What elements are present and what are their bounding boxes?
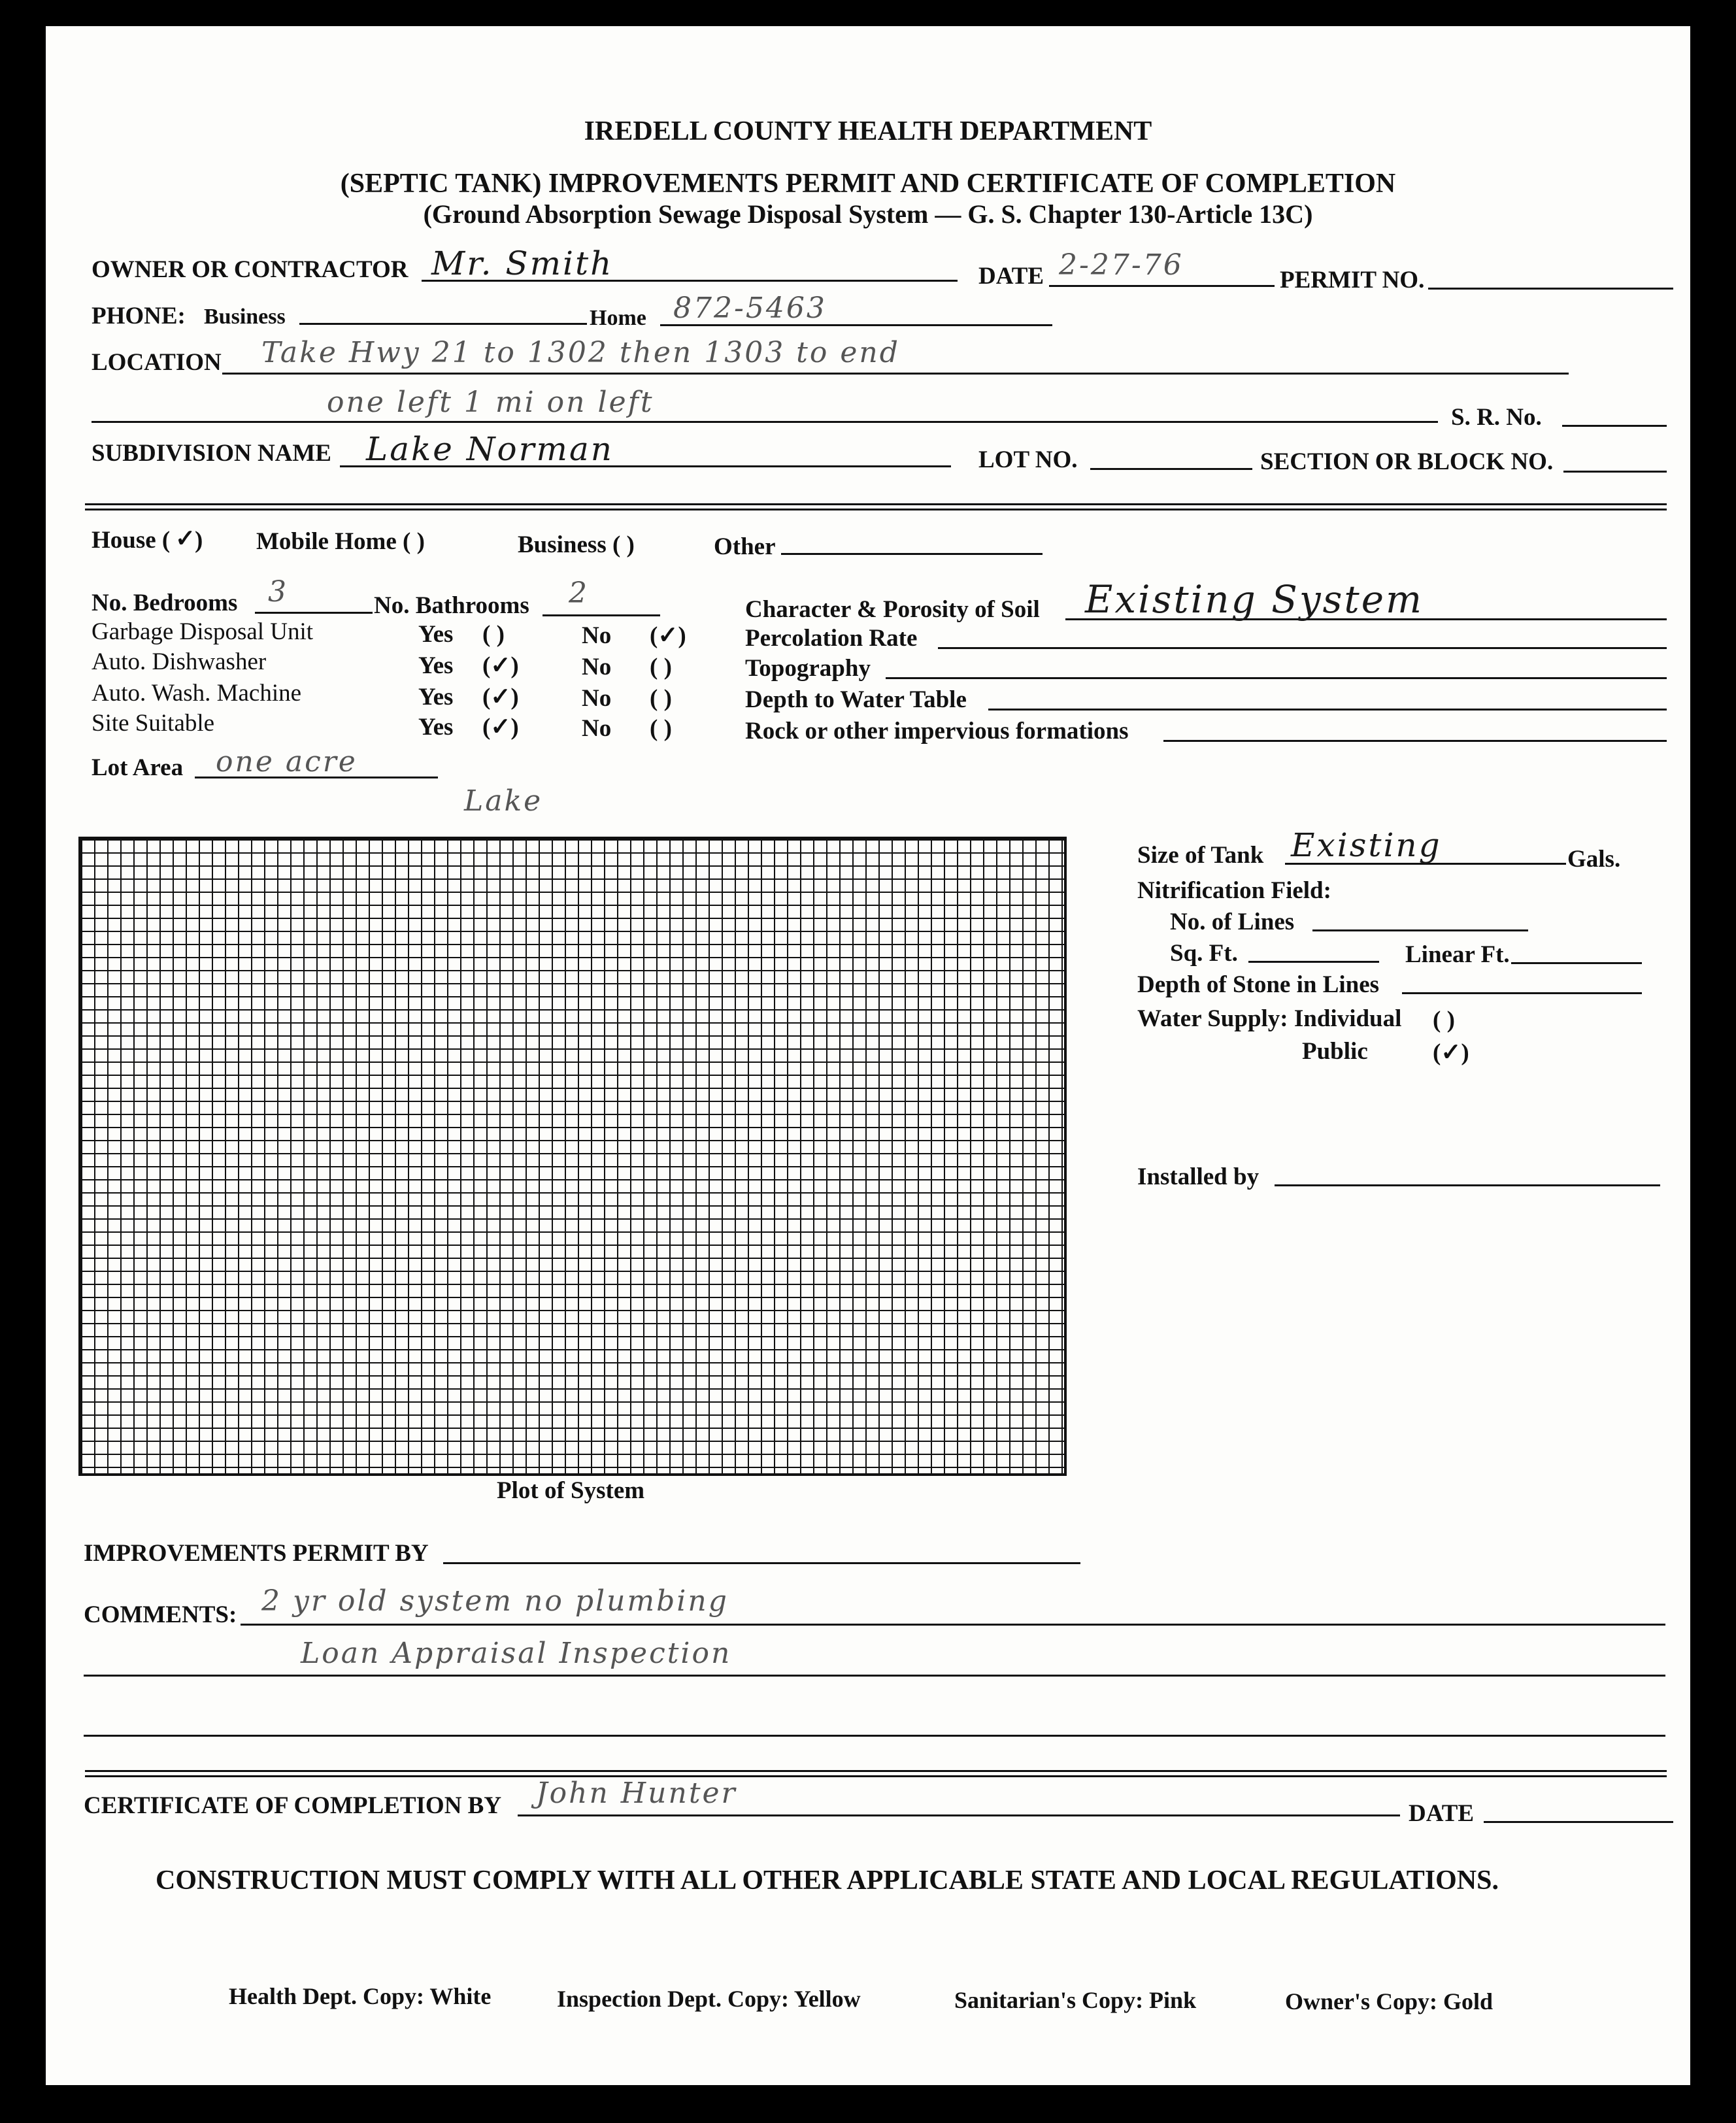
comments-value-1: 2 yr old system no plumbing — [261, 1584, 729, 1618]
owner-label: OWNER OR CONTRACTOR — [92, 256, 409, 283]
sanitarian-copy-label: Sanitarian's Copy: Pink — [954, 1987, 1197, 2013]
date-line — [1049, 285, 1275, 287]
bedrooms-label: No. Bedrooms — [92, 590, 238, 616]
site-suitable-yes-mark: ✓ — [490, 714, 511, 741]
certificate-date-label: DATE — [1409, 1800, 1475, 1827]
rock-formations-line — [1163, 740, 1667, 742]
date-label: DATE — [978, 263, 1044, 290]
nitrification-label: Nitrification Field: — [1137, 877, 1331, 904]
subdivision-value: Lake Norman — [366, 430, 614, 468]
date-value: 2-27-76 — [1059, 248, 1184, 282]
percolation-line — [938, 647, 1667, 649]
water-table-label: Depth to Water Table — [745, 686, 967, 713]
comments-line-2 — [84, 1675, 1665, 1677]
comments-value-2: Loan Appraisal Inspection — [301, 1637, 732, 1670]
bathrooms-value: 2 — [569, 577, 589, 610]
garbage-no-mark: ✓ — [658, 622, 678, 649]
tank-size-value: Existing — [1291, 826, 1442, 864]
health-copy-label: Health Dept. Copy: White — [229, 1983, 492, 2009]
public-supply-box: (✓) — [1433, 1039, 1469, 1066]
house-checkmark: ✓ — [175, 526, 196, 552]
dishwasher-no-box: ( ) — [650, 654, 672, 680]
soil-character-label: Character & Porosity of Soil — [745, 596, 1040, 623]
permit-no-line — [1428, 288, 1673, 290]
lot-no-label: LOT NO. — [978, 446, 1078, 473]
subdivision-label: SUBDIVISION NAME — [92, 440, 331, 467]
business-type-label: Business ( ) — [518, 531, 635, 558]
comments-line-1 — [241, 1624, 1665, 1626]
section-separator-bottom — [85, 1770, 1667, 1780]
installed-by-label: Installed by — [1137, 1163, 1260, 1190]
site-suitable-no-box: ( ) — [650, 715, 672, 742]
house-close: ) — [195, 527, 203, 554]
location-line-2 — [92, 421, 1438, 423]
public-supply-label: Public — [1302, 1038, 1368, 1065]
site-suitable-no-label: No — [582, 715, 612, 742]
bedrooms-value: 3 — [268, 575, 288, 609]
dishwasher-label: Auto. Dishwasher — [92, 648, 267, 675]
wash-machine-no-label: No — [582, 685, 612, 712]
location-line-1 — [222, 373, 1569, 375]
certificate-label: CERTIFICATE OF COMPLETION BY — [84, 1792, 502, 1819]
other-type-label: Other — [714, 533, 776, 560]
garbage-yes-mark — [490, 621, 496, 648]
bathrooms-line — [542, 614, 660, 616]
plot-grid — [78, 837, 1067, 1476]
owner-value: Mr. Smith — [431, 244, 614, 282]
tank-size-label: Size of Tank — [1137, 842, 1264, 869]
sqft-line — [1248, 961, 1379, 963]
business-phone-line — [299, 323, 587, 325]
water-supply-label: Water Supply: Individual — [1137, 1005, 1402, 1032]
comments-label: COMMENTS: — [84, 1601, 237, 1628]
wash-machine-yes-label: Yes — [418, 684, 454, 710]
dishwasher-no-label: No — [582, 654, 612, 680]
permit-no-label: PERMIT NO. — [1280, 267, 1425, 293]
soil-character-value: Existing System — [1085, 577, 1424, 622]
site-suitable-yes-box: (✓) — [482, 714, 519, 741]
garbage-no-label: No — [582, 622, 612, 649]
garbage-yes-label: Yes — [418, 621, 454, 648]
house-label: House ( — [92, 527, 171, 554]
gallons-label: Gals. — [1567, 846, 1621, 873]
bedrooms-line — [255, 612, 373, 614]
sr-no-label: S. R. No. — [1451, 404, 1542, 431]
inspection-copy-label: Inspection Dept. Copy: Yellow — [557, 1986, 861, 2012]
sqft-label: Sq. Ft. — [1170, 940, 1238, 967]
location-label: LOCATION — [92, 349, 222, 376]
lines-count-line — [1312, 929, 1528, 931]
topography-line — [886, 677, 1667, 679]
percolation-label: Percolation Rate — [745, 625, 918, 652]
dishwasher-yes-mark: ✓ — [490, 652, 511, 679]
agency-heading: IREDELL COUNTY HEALTH DEPARTMENT — [584, 116, 1152, 146]
stone-depth-line — [1402, 992, 1642, 994]
permit-by-label: IMPROVEMENTS PERMIT BY — [84, 1540, 429, 1567]
section-block-line — [1563, 471, 1667, 473]
individual-supply-box: ( ) — [1433, 1007, 1455, 1033]
lot-area-value: one acre — [216, 745, 358, 778]
wash-machine-yes-box: (✓) — [482, 684, 519, 710]
garbage-yes-box: ( ) — [482, 621, 505, 648]
wash-machine-label: Auto. Wash. Machine — [92, 680, 302, 707]
section-separator-top — [85, 503, 1667, 514]
phone-label: PHONE: — [92, 303, 186, 329]
stone-depth-label: Depth of Stone in Lines — [1137, 971, 1380, 998]
owner-copy-label: Owner's Copy: Gold — [1285, 1988, 1494, 2014]
home-phone-label: Home — [590, 306, 646, 330]
site-suitable-label: Site Suitable — [92, 710, 215, 737]
lines-count-label: No. of Lines — [1170, 909, 1295, 935]
dishwasher-yes-label: Yes — [418, 652, 454, 679]
location-value-2: one left 1 mi on left — [327, 386, 654, 419]
business-phone-label: Business — [204, 305, 286, 329]
permit-by-line — [443, 1562, 1080, 1564]
linear-ft-label: Linear Ft. — [1405, 941, 1510, 968]
bathrooms-label: No. Bathrooms — [374, 592, 529, 619]
installed-by-line — [1275, 1184, 1660, 1186]
form-subtitle: (Ground Absorption Sewage Disposal System — G. S. Chapter 130-Article 13C) — [423, 199, 1313, 229]
lot-no-line — [1090, 468, 1252, 470]
plot-caption: Plot of System — [497, 1477, 645, 1504]
compliance-notice: CONSTRUCTION MUST COMPLY WITH ALL OTHER APPLICABLE STATE AND LOCAL REGULATIONS. — [156, 1865, 1499, 1896]
site-suitable-yes-label: Yes — [418, 714, 454, 741]
garbage-no-box: (✓) — [650, 622, 686, 649]
other-type-line — [781, 553, 1043, 555]
garbage-disposal-label: Garbage Disposal Unit — [92, 618, 314, 645]
lot-area-note: Lake — [464, 784, 543, 818]
home-phone-value: 872-5463 — [673, 292, 827, 325]
water-table-line — [988, 709, 1667, 710]
location-value-1: Take Hwy 21 to 1302 then 1303 to end — [261, 336, 900, 369]
dishwasher-no-mark — [658, 654, 663, 680]
certificate-line — [518, 1814, 1400, 1816]
wash-machine-yes-mark: ✓ — [490, 684, 511, 710]
form-title: (SEPTIC TANK) IMPROVEMENTS PERMIT AND CERTIFICATE OF COMPLETION — [340, 169, 1396, 199]
comments-line-3 — [84, 1735, 1665, 1737]
site-suitable-no-mark — [658, 715, 663, 742]
rock-formations-label: Rock or other impervious formations — [745, 718, 1129, 744]
mobile-home-label: Mobile Home ( ) — [256, 528, 425, 555]
certificate-value: John Hunter — [536, 1777, 737, 1810]
lot-area-label: Lot Area — [92, 754, 184, 781]
topography-label: Topography — [745, 655, 871, 682]
sr-no-line — [1562, 425, 1667, 427]
section-block-label: SECTION OR BLOCK NO. — [1260, 448, 1554, 475]
wash-machine-no-box: ( ) — [650, 685, 672, 712]
dishwasher-yes-box: (✓) — [482, 652, 519, 679]
linear-ft-line — [1511, 962, 1642, 964]
certificate-date-line — [1484, 1821, 1673, 1823]
wash-machine-no-mark — [658, 685, 663, 712]
